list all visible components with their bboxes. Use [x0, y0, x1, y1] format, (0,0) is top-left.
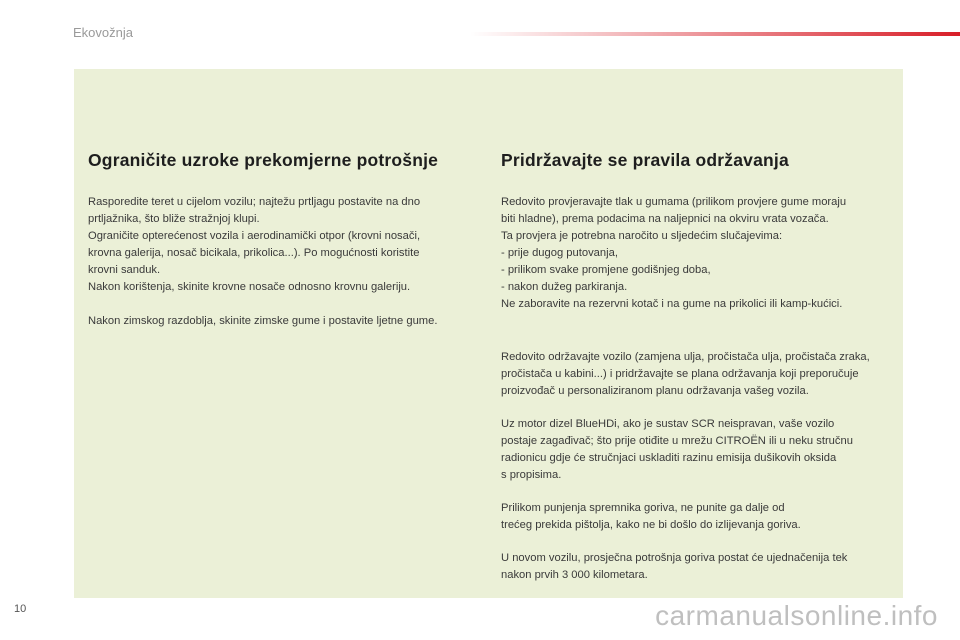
- right-paragraph-4: Prilikom punjenja spremnika goriva, ne punite ga dalje od trećeg prekida pištolja, kako ne bi došlo do izlijevanja goriva.: [501, 502, 801, 531]
- watermark: carmanualsonline.info: [655, 600, 938, 631]
- left-paragraph-1: Rasporedite teret u cijelom vozilu; najtežu prtljagu postavite na dno prtljažnika, što bliže stražnjoj klupi. Ograničite opterećenost vozila i aerodinamički otpor (krovni nosači, krovna galerija, nosač bicikala, prikolica...). Po mogućnosti koristite krovni sanduk. Nakon korištenja, skinite krovne nosače odnosno krovnu galeriju.: [88, 196, 421, 293]
- right-heading: Pridržavajte se pravila održavanja: [501, 150, 789, 170]
- right-paragraph-2: Redovito održavajte vozilo (zamjena ulja, pročistača ulja, pročistača zraka, pročistača u kabini...) i pridržavajte se plana održavanja koji preporučuje proizvođač u personaliziranom planu održavanja vašeg vozila.: [501, 351, 870, 397]
- header-accent-bar: [470, 32, 960, 36]
- right-paragraph-1: Redovito provjeravajte tlak u gumama (prilikom provjere gume moraju biti hladne), prema podacima na naljepnici na okviru vrata vozača. Ta provjera je potrebna naročito u sljedećim slučajevima: - prije dugog putovanja, - prilikom svake promjene godišnjeg doba, - nakon dužeg parkiranja. Ne zaboravite na rezervni kotač i na gume na prikolici ili kamp-kućici.: [501, 196, 847, 310]
- left-heading: Ograničite uzroke prekomjerne potrošnje: [88, 150, 439, 170]
- section-label: Ekovožnja: [73, 25, 133, 40]
- page-number: 10: [14, 603, 27, 615]
- left-paragraph-2: Nakon zimskog razdoblja, skinite zimske gume i postavite ljetne gume.: [88, 315, 438, 327]
- right-paragraph-5: U novom vozilu, prosječna potrošnja goriva postat će ujednačenija tek nakon prvih 3 000 kilometara.: [501, 552, 848, 581]
- right-paragraph-3: Uz motor dizel BlueHDi, ako je sustav SCR neispravan, vaše vozilo postaje zagađivač; što prije otiđite u mrežu CITROËN ili u neku stručnu radionicu gdje će stručnjaci uskladiti razinu emisija dušikovih oksida s propisima.: [501, 418, 853, 481]
- right-column: [501, 150, 897, 584]
- left-column: [88, 150, 484, 330]
